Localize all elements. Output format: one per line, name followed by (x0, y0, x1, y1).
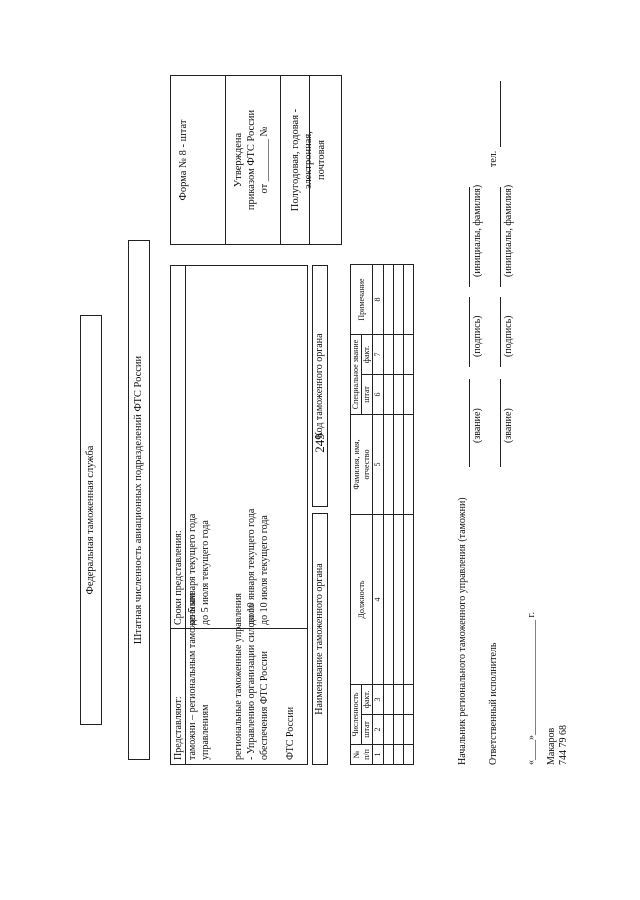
periodicity-line-2: электронная, (303, 131, 314, 189)
tel-line (500, 81, 501, 147)
col-count-header: Численность (351, 685, 362, 745)
chief-name-caption: (инициалы, фамилия) (472, 184, 483, 277)
num-2: 2 (373, 715, 384, 745)
table-row (403, 265, 413, 765)
num-3: 3 (373, 685, 384, 715)
chief-signature-caption: (подпись) (472, 315, 483, 357)
executor-rank-caption: (звание) (503, 408, 514, 443)
col-rank-header: Специальное звание (351, 335, 362, 415)
org-code-box (312, 265, 328, 507)
col-rank-staff: штат (362, 375, 373, 415)
contact-phone: 744 79 68 (558, 725, 569, 765)
org-name-caption: Наименование таможенного органа (314, 563, 325, 715)
tel-label: тел. (488, 150, 499, 167)
periodicity-line-1: Полугодовая, годовая - (290, 108, 301, 212)
submitters-row2-l2: - Управлению организации силового (246, 604, 257, 760)
approval-line-3: от ________ № (259, 126, 270, 194)
submitters-row2-l1: региональные таможенные управления (233, 592, 244, 760)
executor-name-caption: (инициалы, фамилия) (503, 184, 514, 277)
submitters-row2-l3: обеспечения ФТС России (259, 651, 270, 760)
deadline-row2-l1: до 10 января текущего года (246, 508, 257, 625)
deadline-row1-l1: до 5 января текущего года (187, 513, 198, 625)
col-rank-fact: факт. (362, 335, 373, 375)
deadline-row1-l2: до 5 июля текущего года (200, 520, 211, 625)
org-code-caption: Код таможенного органа (314, 333, 325, 439)
service-header (80, 315, 102, 725)
table-row-numbers (373, 265, 384, 765)
approval-line-2: приказом ФТС России (246, 109, 257, 211)
executor-name-line (500, 187, 501, 287)
periodicity-line-3: почтовая (316, 140, 327, 180)
form-sheet (60, 75, 580, 835)
date-line: «____»_______________________ г. (526, 612, 537, 765)
num-4: 4 (373, 515, 384, 685)
executor-signature-line (500, 297, 501, 367)
service-name: Федеральная таможенная служба (85, 445, 96, 595)
form-number: Форма № 8 - штат (178, 119, 189, 201)
submitters-row2-l4: ФТС России (285, 706, 296, 760)
col-note-header: Примечание (351, 265, 373, 335)
chief-rank-line (469, 379, 470, 467)
submission-schedule (170, 265, 308, 765)
num-8: 8 (373, 265, 384, 335)
page-number: 249 (312, 433, 327, 453)
num-7: 7 (373, 335, 384, 375)
form-title: Штатная численность авиационных подразделений ФТС России (133, 355, 144, 645)
col-number-header: № п/п (351, 745, 373, 765)
chief-label: Начальник регионального таможенного управления (таможни) (457, 497, 468, 765)
chief-rank-caption: (звание) (472, 408, 483, 443)
num-6: 6 (373, 375, 384, 415)
executor-signature-caption: (подпись) (503, 315, 514, 357)
form-title-box (128, 240, 150, 760)
chief-name-line (469, 187, 470, 287)
approval-line-1: Утверждена (233, 132, 244, 188)
num-5: 5 (373, 415, 384, 515)
submitters-row1-l1: таможни – региональным таможенным (187, 593, 198, 760)
contact-name: Макаров (546, 727, 557, 765)
staff-table (350, 264, 414, 765)
table-row (383, 265, 393, 765)
num-1: 1 (373, 745, 384, 765)
deadline-row2-l2: до 10 июля текущего года (259, 515, 270, 625)
executor-label: Ответственный исполнитель (488, 642, 499, 765)
col-count-fact: факт. (362, 685, 373, 715)
deadline-label: Сроки представления: (173, 530, 184, 625)
col-position-header: Должность (351, 515, 373, 685)
col-count-staff: штат (362, 715, 373, 745)
col-fio-header: Фамилия, имя, отчество (351, 415, 373, 515)
executor-rank-line (500, 379, 501, 467)
chief-signature-line (469, 297, 470, 367)
periodicity-box (280, 75, 342, 245)
table-row (393, 265, 403, 765)
submitters-row1-l2: управлениям (200, 704, 211, 760)
org-name-box (312, 513, 328, 765)
submitters-label: Представляют: (173, 696, 184, 760)
